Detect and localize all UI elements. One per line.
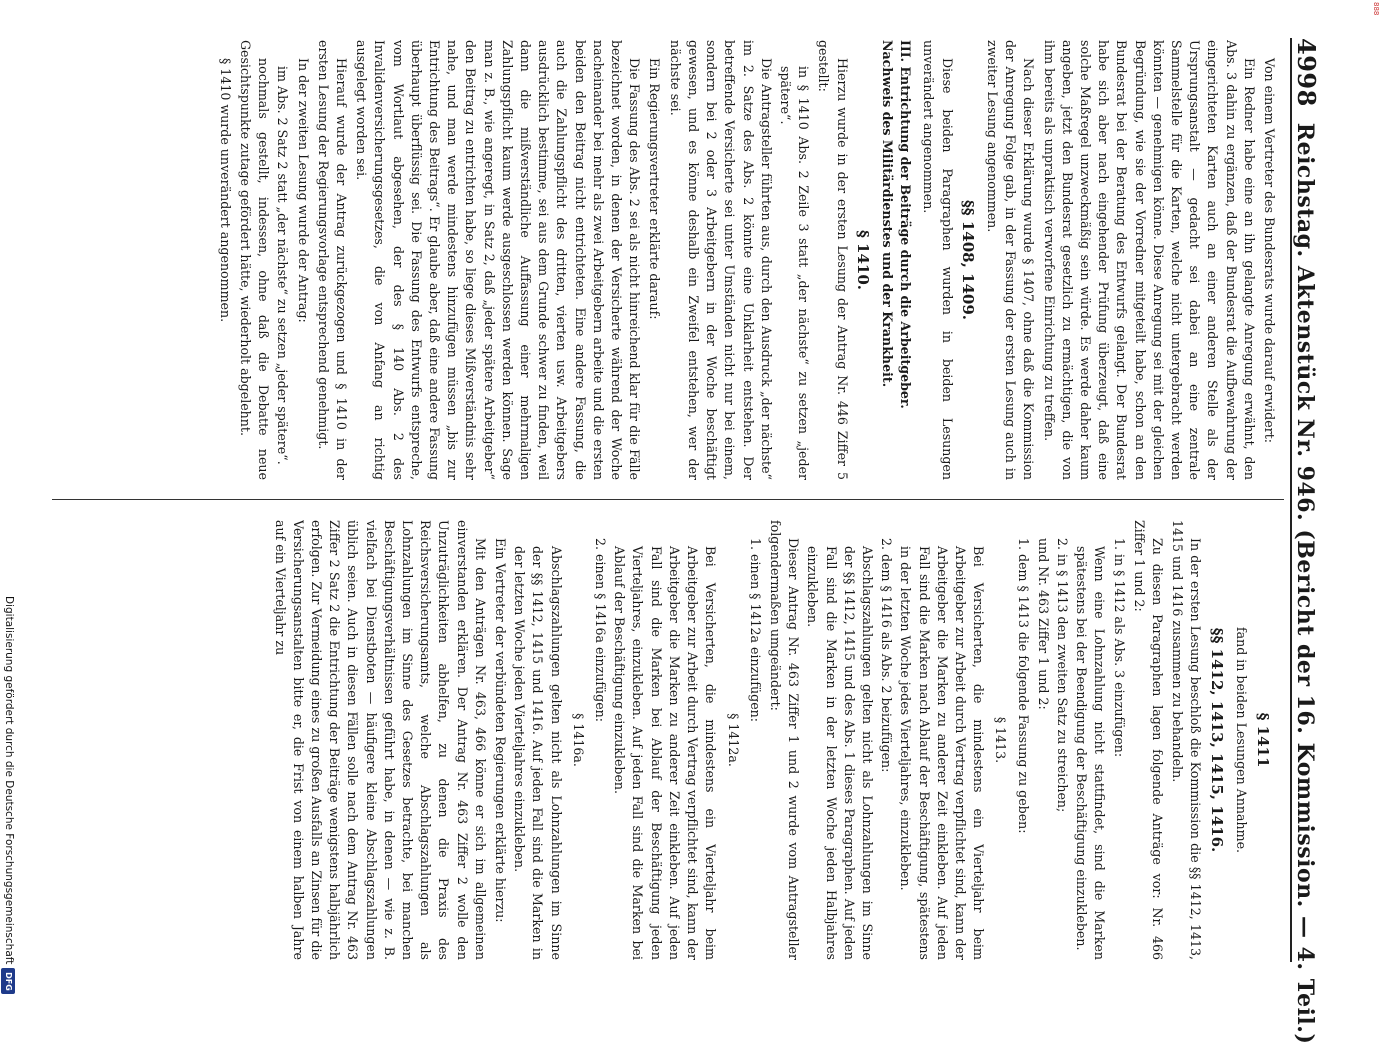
left-paragraph: Ein Regierungsvertreter erklärte darauf: xyxy=(647,58,663,320)
right-paragraph: Mit den Anträgen Nr. 463, 466 könne er sich im allgemeinen einverstanden erklären. Der Antrag Nr. 463 Ziffer 2 wolle den Unzuträglichkeiten abhelfen, zu denen die Praxis des Reichsversicherungsamts, welche Abschlagszahlungen als Lohnzahlungen im Sinne des Gesetzes betrachte, bei manchen Beschäftigungsverhältnissen geführt habe, in denen — wie z. B. vielfach bei Dienstboten — häufigere kleine Abschlagszahlungen üblich seien. Auch in diesen Fällen solle nach dem Antrag Nr. 463 Ziffer 2 Satz 2 die Entrichtung der Beiträge wenigstens halbjährlich erfolgen. Zur Vermeidung eines zu großen Ausfalls an Zinsen für die Versicherungsanstalten bitte er, die Frist von einem halben Jahre auf ein Vierteljahr zu xyxy=(272,520,488,960)
left-paragraph: Die Fassung des Abs. 2 sei als nicht hinreichend klar für die Fälle bezeichnet worden, in denen der Versicherte während der Woche nacheinander bei mehr als zwei Arbeitgebern arbeite und die ersten beiden den Beitrag nicht entrichteten. Eine andere Fassung, die auch die Zahlungspflicht des dritten, vierten usw. Arbeitgebers ausdrücklich bestimme, sei aus dem Grunde schwer zu finden, weil dann die mißverständliche Auffassung einer mehrmaligen Zahlungspflicht kaum werde ausgeschlossen werden können. Sage man z. B., wie angeregt, in Satz 2, daß „jeder spätere Arbeitgeber“ den Beitrag zu entrichten habe, so liege dieses Mißverständnis sehr nahe, und man werde mindestens hinzufügen müssen „bis zur Entrichtung des Beitrags“. Er glaube aber, daß eine andere Fassung überhaupt überflüssig sei. Die Fassung des Entwurfs entspreche, vom Wortlaut abgesehen, der des § 140 Abs. 2 des Invalidenversicherungsgesetzes, die von Anfang an richtig ausgelegt worden sei. xyxy=(354,40,643,480)
right-section-heading: § 1411 xyxy=(1254,712,1272,768)
right-quoted-text: Bei Versicherten, die mindestens ein Vierteljahr beim Arbeitgeber zur Arbeit durch Vertrag verpflichtet sind, kann der Arbeitgeber die Marken zu anderer Zeit einkleben. Auf jeden Fall sind die Marken bei Ablauf der Beschäftigung jeden Vierteljahres, einzukleben. Auf jeden Fall sind die Marken bei Ablauf der Beschäftigung einzukleben. xyxy=(612,546,719,960)
column-divider xyxy=(52,499,1284,500)
right-centered-line: § 1416a. xyxy=(570,713,586,767)
left-paragraph: Ein Redner habe eine an ihn gelangte Anregung erwähnt, den Abs. 3 dahin zu ergänzen, daß der Bundesrat die Aufbewahrung der eingerichteten Karten auch an einer anderen Stelle als der Ursprungsanstalt — gedacht sei dabei an eine zentrale Sammelstelle für die Karten, welche nicht untergebracht werden könnten — genehmigen könne. Diese Anregung sei mit der gleichen Begründung, wie sie der Vorredner mitgeteilt habe, schon an den Bundesrat bei der Beratung des Entwurfs gelangt. Der Bundesrat habe sich aber nach eingehender Prüfung überzeugt, daß eine solche Maßregel unzweckmäßig sein würde. Es werde daher kaum angeben, jetzt den Bundesrat gesetzlich zu ermächtigen, die von ihm bereits als unpraktisch verworfene Einrichtung zu treffen. xyxy=(1041,40,1257,480)
right-quoted-text: Wenn eine Lohnzahlung nicht stattfindet, sind die Marken spätestens bei der Beendigung der Beschäftigung einzukleben. xyxy=(1074,546,1108,960)
left-paragraph: Die Antragsteller führten aus, durch den Ausdruck „der nächste“ im 2. Satze des Abs. 2 könnte eine Unklarheit entstehen. Der betreffende Versicherte sei unter Umständen nicht nur bei einem, sondern bei 2 oder 3 Arbeitgebern in der Woche beschäftigt gewesen, und es könne deshalb ein Zweifel entstehen, wer der nächste sei. xyxy=(667,40,774,480)
left-quoted-text: in § 1410 Abs. 2 Zeile 3 statt „der nächste“ zu setzen „jeder spätere“. xyxy=(777,66,812,480)
page-header-title: Reichstag. Aktenstück Nr. 946. (Bericht der 16. Kommission. — 4. Teil.) xyxy=(1292,122,1318,1044)
page-number: 4998 xyxy=(1292,38,1321,107)
right-centered-line: fand in beiden Lesungen Annahme. xyxy=(1233,626,1249,854)
right-list-item: 1. einen § 1412a einzufügen: xyxy=(747,538,763,723)
page-header xyxy=(1290,38,1336,1044)
left-paragraph: § 1410 wurde unverändert angenommen. xyxy=(217,58,233,323)
left-paragraph: nochmals gestellt, indessen, ohne daß die Debatte neue Gesichtspunkte zutage gefördert hätte, wiederholt abgelehnt. xyxy=(238,40,272,480)
scanned-page xyxy=(42,20,1342,1044)
right-paragraph: In der ersten Lesung beschloß die Kommission die §§ 1412, 1413, 1415 und 1416 zusammen zu behandeln. xyxy=(1170,520,1204,960)
right-list-item: 2. einen § 1416a einzufügen: xyxy=(593,538,609,723)
right-quoted-text: Abschlagszahlungen gelten nicht als Lohnzahlungen im Sinne der §§ 1412, 1415 und des Abs. 1 dieses Paragraphen. Auf jeden Fall sind die Marken in der letzten Woche jeden Halbjahres einzukleben. xyxy=(805,546,875,960)
right-list-item: 2. in § 1413 den zweiten Satz zu streichen; xyxy=(1054,538,1070,813)
right-quoted-text: Abschlagszahlungen gelten nicht als Lohnzahlungen im Sinne der §§ 1412, 1415 und 1416. Auf jeden Fall sind die Marken in der letzten Woche jeden Vierteljahres einzukleben. xyxy=(512,546,564,960)
digitization-credit xyxy=(2,596,16,996)
right-list-item: 1. dem § 1413 die folgende Fassung zu geben: xyxy=(1015,538,1031,834)
right-paragraph: Zu diesen Paragraphen lagen folgende Anträge vor: Nr. 466 Ziffer 1 und 2: xyxy=(1131,520,1165,960)
page-id-mark: 888 xyxy=(1372,2,1380,16)
left-paragraph: Diese beiden Paragraphen wurden in beiden Lesungen unverändert angenommen. xyxy=(921,40,955,480)
left-section-heading: §§ 1408, 1409. xyxy=(958,199,977,321)
left-paragraph: Nach dieser Erklärung wurde § 1407, ohne daß die Kommission der Anregung Folge gab, in der Fassung der ersten Lesung auch in zweiter Lesung angenommen. xyxy=(984,40,1037,480)
right-centered-line: § 1413. xyxy=(993,716,1009,764)
right-paragraph: Dieser Antrag Nr. 463 Ziffer 1 und 2 wurde vom Antragsteller folgendermaßen umgeändert: xyxy=(767,520,802,960)
right-list-item: 2. dem § 1416 als Abs. 2 beizufügen: xyxy=(879,538,895,773)
right-quoted-text: Bei Versicherten, die mindestens ein Vierteljahr beim Arbeitgeber zur Arbeit durch Vertrag verpflichtet sind, kann der Arbeitgeber die Marken zu anderer Zeit einkleben. Auf jeden Fall sind die Marken nach Ablauf der Beschäftigung, spätestens in der letzten Woche jedes Vierteljahres, einzukleben. xyxy=(898,546,987,960)
right-paragraph: Ein Vertreter der verbündeten Regierungen erklärte hierzu: xyxy=(493,538,509,923)
right-column xyxy=(54,520,1278,960)
left-section-heading: § 1410. xyxy=(853,229,872,291)
right-centered-line: § 1412a. xyxy=(725,713,741,767)
left-quoted-text: im Abs. 2 Satz 2 statt „der nächste“ zu setzen „jeder spätere“. xyxy=(275,66,291,465)
dfg-logo xyxy=(1,968,15,994)
right-paragraph: und Nr. 463 Ziffer 1 und 2: xyxy=(1035,538,1051,710)
dfg-logo-text: DFG xyxy=(3,971,13,991)
left-paragraph: In der zweiten Lesung wurde der Antrag: xyxy=(295,58,311,323)
right-list-item: 1. in § 1412 als Abs. 3 einzufügen: xyxy=(1111,538,1127,758)
left-paragraph: Hierauf wurde der Antrag zurückgezogen und § 1410 in der ersten Lesung der Regierungsvorlage entsprechend genehmigt. xyxy=(315,40,350,480)
right-section-heading: §§ 1412, 1413, 1415, 1416. xyxy=(1207,627,1226,853)
left-column xyxy=(54,40,1278,480)
left-subsection-heading: III. Entrichtung der Beiträge durch die Arbeitgeber. Nachweis des Militärdienstes und der Krankheit. xyxy=(879,40,914,409)
left-paragraph: Hierzu wurde in der ersten Lesung der Antrag Nr. 446 Ziffer 5 gestellt: xyxy=(816,40,850,480)
digitization-credit-text: Digitalisierung gefördert durch die Deutsche Forschungsgemeinschaft xyxy=(3,596,15,965)
left-paragraph: Von einem Vertreter des Bundesrats wurde darauf erwidert: xyxy=(1262,58,1277,444)
